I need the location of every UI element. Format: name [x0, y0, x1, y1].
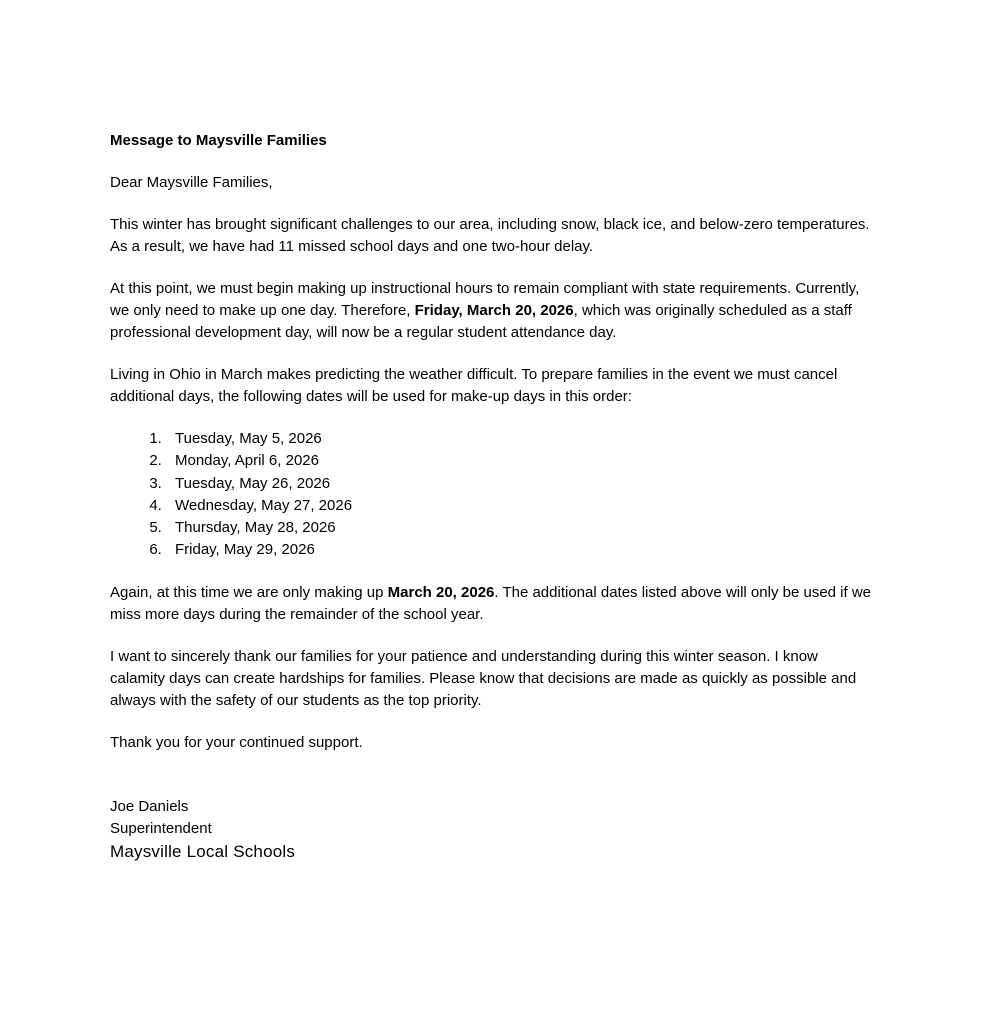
bold-makeup-date: Friday, March 20, 2026: [414, 302, 574, 319]
paragraph-thanks: I want to sincerely thank our families for your patience and understanding during this winter season. I know calamity days can create hardships for families. Please know that decisions are made as quickly as possible and always with the safety of our students as the top priority.: [110, 647, 857, 709]
list-item: 5. Thursday, May 28, 2026: [166, 517, 871, 539]
paragraph-weather-plan: Living in Ohio in March makes predicting the weather difficult. To prepare families in the event we must cancel additional days, the following dates will be used for make-up days in this order:: [110, 366, 838, 405]
paragraph-text: Again, at this time we are only making up: [110, 583, 388, 601]
list-item: 4. Wednesday, May 27, 2026: [166, 495, 871, 517]
signature-name: Joe Daniels: [110, 797, 189, 815]
paragraph-winter-challenges: This winter has brought significant challenges to our area, including snow, black ice, and below-zero temperatures. As a result, we have had 11 missed school days and one two-hour delay.: [110, 216, 870, 255]
signature-block: [110, 796, 871, 864]
salutation: Dear Maysville Families,: [110, 174, 273, 191]
list-item: 1. Tuesday, May 5, 2026: [166, 428, 871, 450]
list-item: 3. Tuesday, May 26, 2026: [166, 473, 871, 495]
paragraph-text: , which was originally scheduled as a staff professional development day, will now be a regular student attendance day.: [110, 302, 852, 341]
signature-title: Superintendent: [110, 819, 212, 837]
makeup-days-list: [110, 428, 871, 562]
paragraph-text: At this point, we must begin making up instructional hours to remain compliant with state requirements. Currently, we only need to make up one day. Therefore,: [110, 280, 860, 319]
bold-again-date: March 20, 2026: [387, 583, 495, 601]
paragraph-support: Thank you for your continued support.: [110, 733, 363, 751]
paragraph-makeup-day: [110, 278, 871, 344]
paragraph-text: . The additional dates listed above will only be used if we miss more days during the remainder of the school year.: [110, 583, 872, 623]
signature-org: Maysville Local Schools: [110, 841, 296, 861]
paragraph-again: [110, 582, 871, 626]
letter-body: [110, 130, 871, 864]
letter-title: Message to Maysville Families: [110, 132, 327, 149]
list-item: 2. Monday, April 6, 2026: [166, 450, 871, 472]
list-item: 6. Friday, May 29, 2026: [166, 539, 871, 561]
